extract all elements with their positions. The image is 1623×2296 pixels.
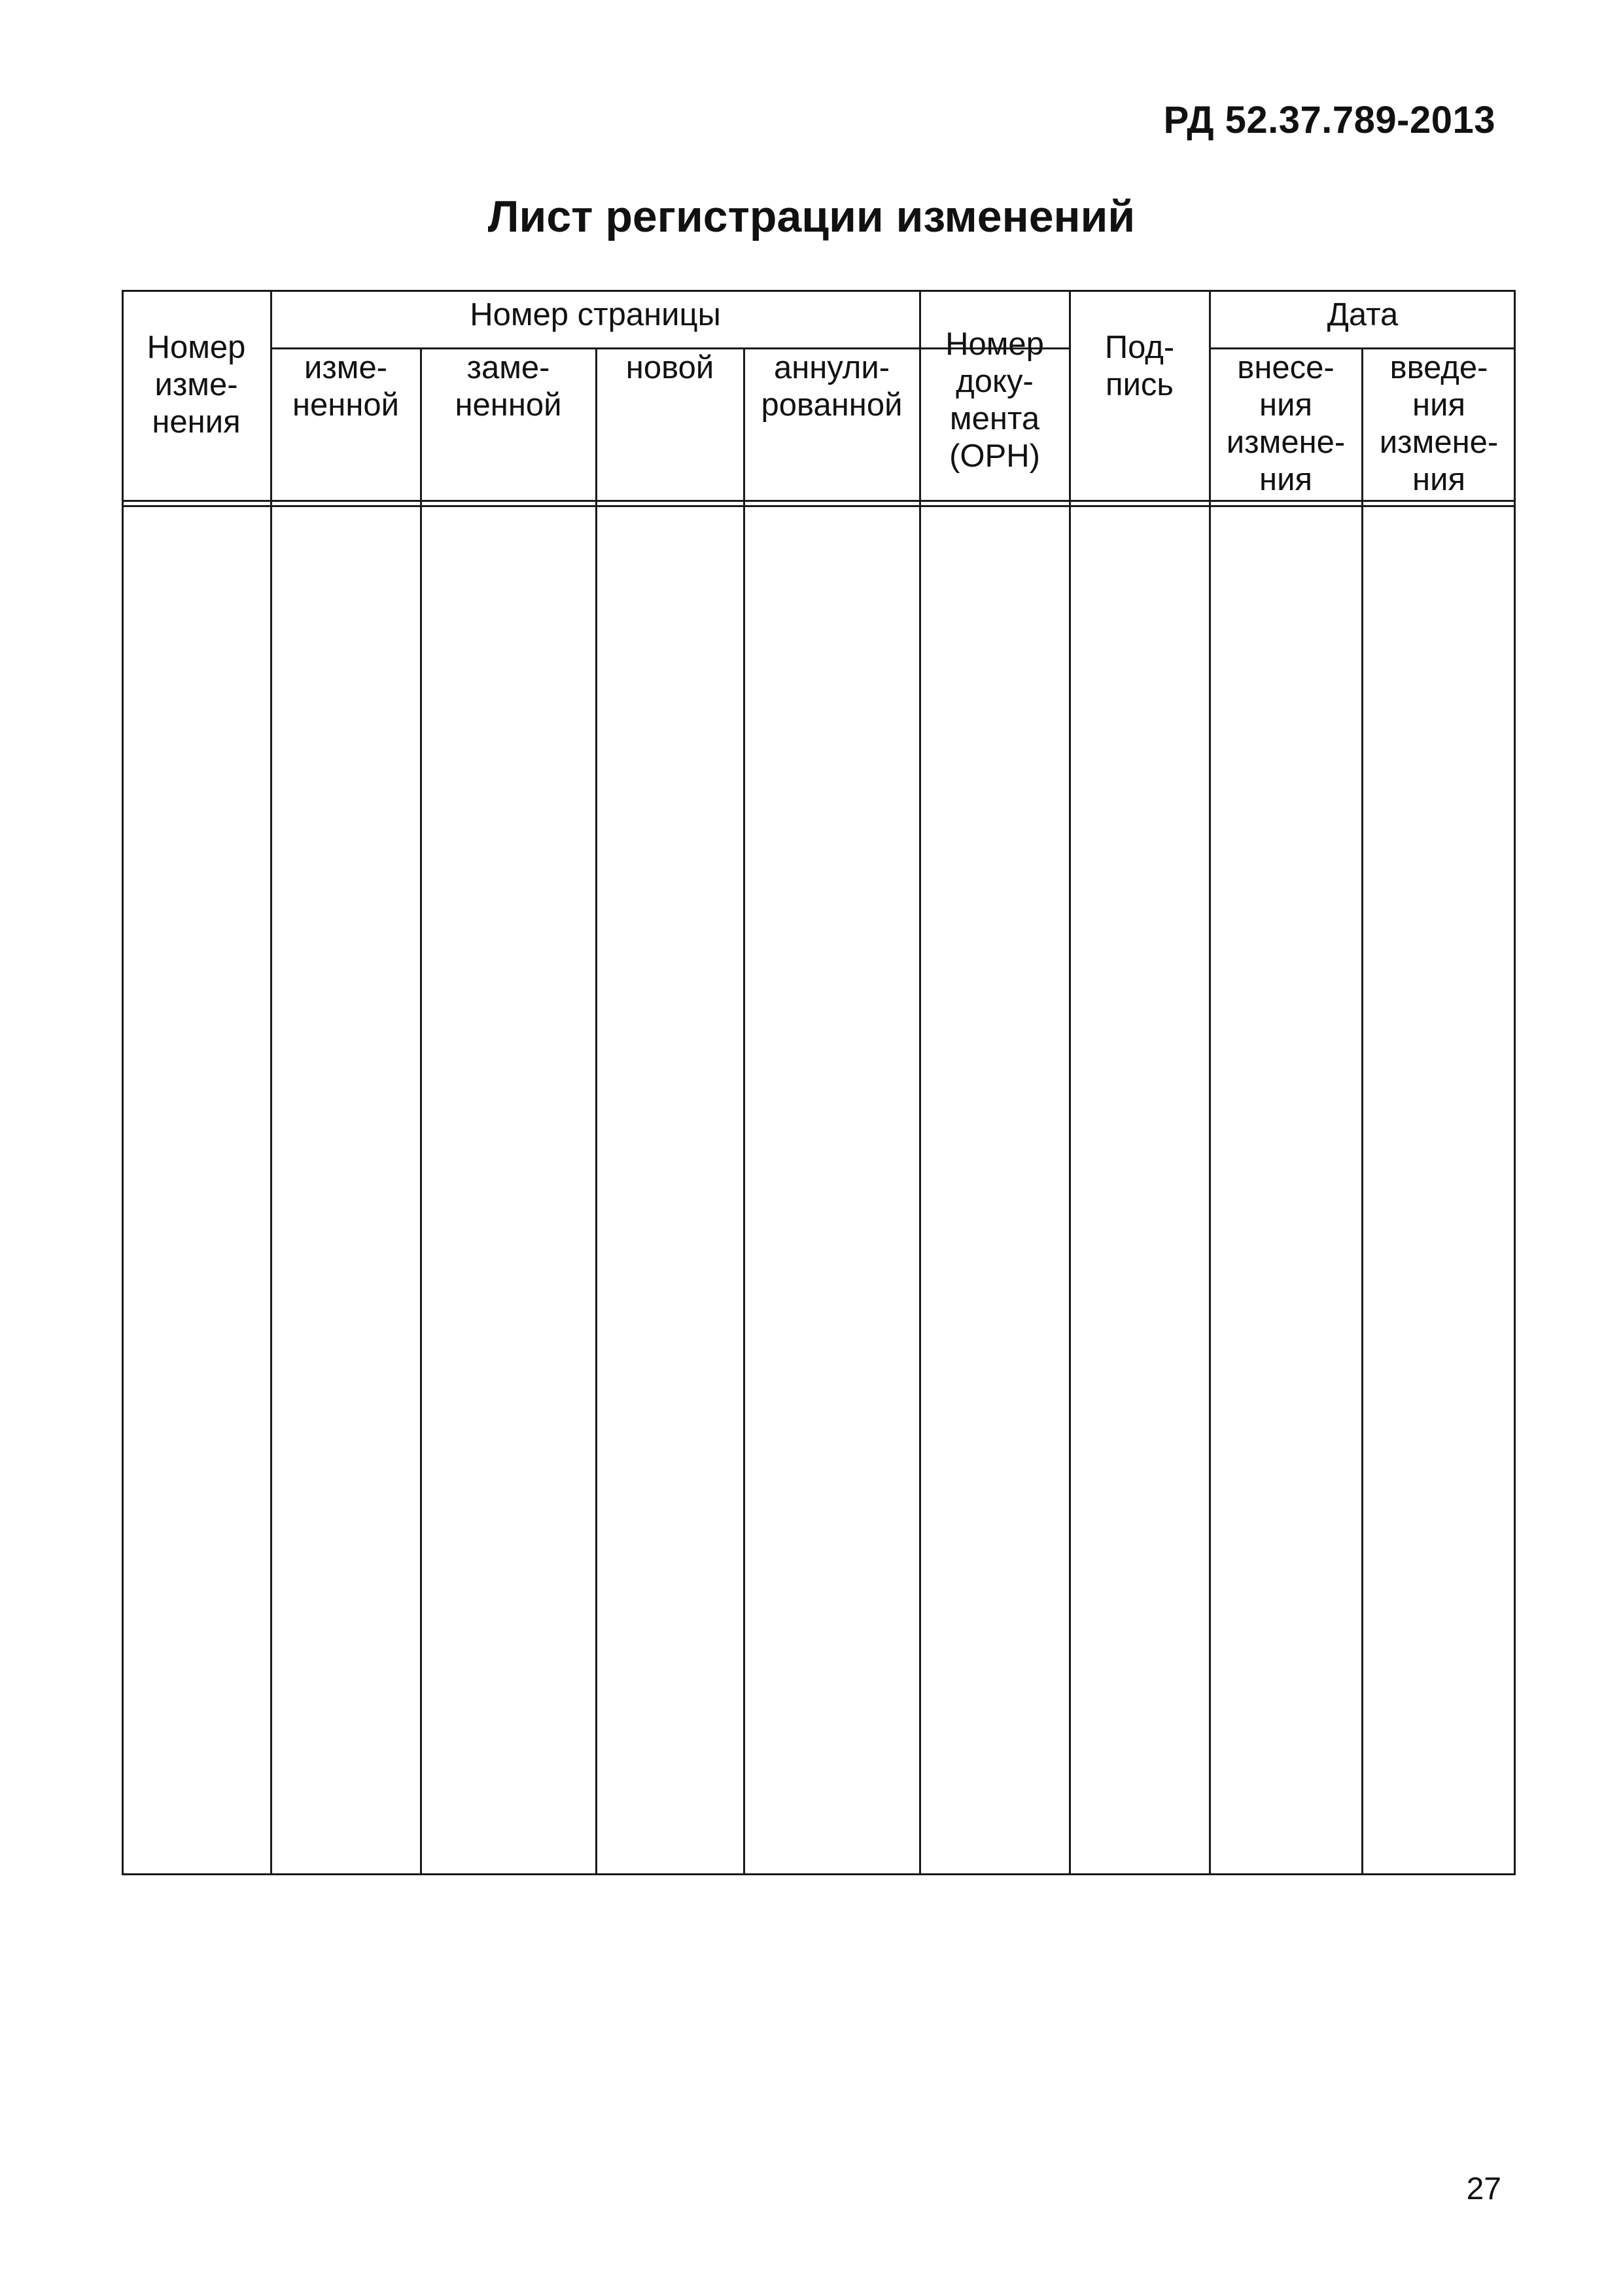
header-date-group <box>1210 296 1516 334</box>
document-code: РД 52.37.789-2013 <box>1163 99 1495 141</box>
header-document-number <box>920 326 1070 475</box>
header-date-entered <box>1210 349 1362 499</box>
table-border-left <box>122 290 124 1875</box>
header-changed-text: изме- ненной <box>292 350 400 423</box>
header-new <box>596 349 744 387</box>
header-date-entered-text: внесе- ния измене- ния <box>1226 350 1346 497</box>
header-separator <box>122 505 1516 507</box>
page-number: 27 <box>1466 2172 1501 2206</box>
table-border-top <box>122 290 1516 292</box>
header-new-text: новой <box>625 350 714 385</box>
header-cancelled <box>744 349 920 424</box>
header-date-introduced <box>1362 349 1516 499</box>
column-divider <box>743 347 745 1875</box>
header-separator <box>122 500 1516 502</box>
header-date-group-text: Дата <box>1327 297 1399 332</box>
change-registration-table <box>122 290 1516 1875</box>
header-change-number-text: Номер изме- нения <box>147 330 246 440</box>
header-page-number-group-text: Номер страницы <box>470 297 721 332</box>
header-replaced <box>421 349 596 424</box>
header-cancelled-text: аннули- рованной <box>761 350 903 423</box>
header-change-number <box>122 329 271 441</box>
header-signature <box>1070 329 1210 404</box>
page-title: Лист регистрации изменений <box>487 192 1136 241</box>
column-divider <box>270 290 272 1875</box>
column-divider <box>420 347 422 1875</box>
header-replaced-text: заме- ненной <box>455 350 562 423</box>
column-divider <box>1209 290 1211 1875</box>
header-document-number-text: Номер доку- мента (ОРН) <box>945 327 1044 474</box>
header-signature-text: Под- пись <box>1104 330 1175 402</box>
header-page-number-group <box>271 296 920 334</box>
table-border-bottom <box>122 1873 1516 1875</box>
header-date-introduced-text: введе- ния измене- ния <box>1379 350 1499 497</box>
table-border-right <box>1514 290 1516 1875</box>
column-divider <box>1069 290 1071 1875</box>
column-divider <box>919 290 921 1875</box>
column-divider <box>595 347 597 1875</box>
column-divider <box>1361 347 1363 1875</box>
header-changed <box>271 349 421 424</box>
